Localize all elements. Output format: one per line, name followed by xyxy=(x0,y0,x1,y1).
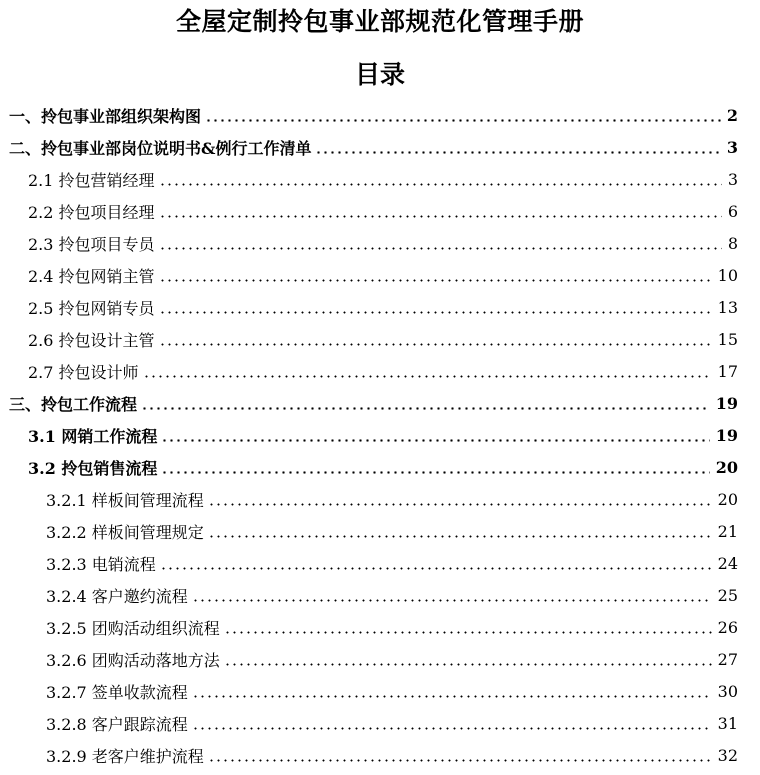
toc-dot-leader xyxy=(159,171,722,187)
toc-entry[interactable] xyxy=(0,419,760,451)
toc-entry[interactable] xyxy=(0,611,760,643)
toc-page-number[interactable]: 8 xyxy=(727,233,738,253)
toc-entry-label[interactable]: 2.7 拎包设计师 xyxy=(28,362,139,382)
toc-entry[interactable] xyxy=(0,291,760,323)
toc-entry[interactable] xyxy=(0,547,760,579)
toc-entry-label[interactable]: 2.5 拎包网销专员 xyxy=(28,298,155,318)
toc-page-number[interactable]: 24 xyxy=(717,553,738,573)
toc-dot-leader xyxy=(208,747,712,763)
toc-entry[interactable] xyxy=(0,707,760,739)
toc-dot-leader xyxy=(224,619,712,635)
toc-dot-leader xyxy=(159,331,712,347)
toc-entry[interactable] xyxy=(0,643,760,675)
toc-page-number[interactable]: 27 xyxy=(717,649,738,669)
toc-heading: 目录 xyxy=(354,60,405,89)
toc-entry[interactable] xyxy=(0,739,760,771)
toc-dot-leader xyxy=(143,363,712,379)
toc-page-number[interactable]: 25 xyxy=(717,585,738,605)
toc-entry-label[interactable]: 3.1 网销工作流程 xyxy=(28,426,158,446)
toc-entry-label[interactable]: 3.2.9 老客户维护流程 xyxy=(46,746,204,766)
toc-page-number[interactable]: 20 xyxy=(715,457,738,477)
toc-dot-leader xyxy=(159,267,712,283)
toc-entry-label[interactable]: 2.1 拎包营销经理 xyxy=(28,170,155,190)
toc-entry[interactable] xyxy=(0,387,760,419)
toc-entry-label[interactable]: 2.3 拎包项目专员 xyxy=(28,234,155,254)
toc-dot-leader xyxy=(159,203,722,219)
toc-entry-label[interactable]: 2.4 拎包网销主管 xyxy=(28,266,155,286)
toc-entry[interactable] xyxy=(0,195,760,227)
toc-dot-leader xyxy=(161,459,709,475)
toc-page-number[interactable]: 13 xyxy=(717,297,738,317)
toc-dot-leader xyxy=(159,235,722,251)
toc-page-number[interactable]: 3 xyxy=(726,137,738,157)
toc-entry[interactable] xyxy=(0,675,760,707)
toc-entry-label[interactable]: 3.2.7 签单收款流程 xyxy=(46,682,188,702)
toc-dot-leader xyxy=(205,107,721,123)
toc-entry[interactable] xyxy=(0,259,760,291)
toc-entry[interactable] xyxy=(0,483,760,515)
toc-page-number[interactable]: 30 xyxy=(717,681,738,701)
toc-entry-label[interactable]: 三、拎包工作流程 xyxy=(9,394,138,414)
toc-entry[interactable] xyxy=(0,227,760,259)
toc-page-number[interactable]: 2 xyxy=(726,105,738,125)
toc-dot-leader xyxy=(208,491,712,507)
toc-page-number[interactable]: 15 xyxy=(717,329,738,349)
toc-entry[interactable] xyxy=(0,163,760,195)
toc-page-number[interactable]: 3 xyxy=(727,169,738,189)
toc-dot-leader xyxy=(315,139,720,155)
toc-entry[interactable] xyxy=(0,451,760,483)
toc-entry-label[interactable]: 二、拎包事业部岗位说明书&例行工作清单 xyxy=(9,138,312,158)
toc-page-number[interactable]: 17 xyxy=(717,361,738,381)
toc-page-number[interactable]: 19 xyxy=(715,393,738,413)
toc-dot-leader xyxy=(161,427,709,443)
toc-entry-label[interactable]: 2.6 拎包设计主管 xyxy=(28,330,155,350)
toc-entry[interactable] xyxy=(0,323,760,355)
toc-page-number[interactable]: 6 xyxy=(727,201,738,221)
toc-page-number[interactable]: 21 xyxy=(717,521,738,541)
toc-page-number[interactable]: 32 xyxy=(717,745,738,765)
toc-entry-label[interactable]: 3.2.4 客户邀约流程 xyxy=(46,586,188,606)
toc-page-number[interactable]: 10 xyxy=(717,265,738,285)
toc-entry-label[interactable]: 3.2.5 团购活动组织流程 xyxy=(46,618,220,638)
toc-entry[interactable] xyxy=(0,355,760,387)
toc-entry[interactable] xyxy=(0,99,760,131)
toc-entry[interactable] xyxy=(0,515,760,547)
toc-entry-label[interactable]: 3.2 拎包销售流程 xyxy=(28,458,158,478)
toc-page-number[interactable]: 20 xyxy=(717,489,738,509)
toc-entry-label[interactable]: 3.2.1 样板间管理流程 xyxy=(46,490,204,510)
toc-dot-leader xyxy=(192,715,712,731)
table-of-contents xyxy=(0,99,760,771)
toc-dot-leader xyxy=(224,651,712,667)
toc-dot-leader xyxy=(208,523,712,539)
toc-entry-label[interactable]: 一、拎包事业部组织架构图 xyxy=(9,106,202,126)
toc-entry-label[interactable]: 3.2.3 电销流程 xyxy=(46,554,156,574)
toc-dot-leader xyxy=(141,395,710,411)
toc-entry[interactable] xyxy=(0,131,760,163)
toc-entry[interactable] xyxy=(0,579,760,611)
toc-page-number[interactable]: 31 xyxy=(717,713,738,733)
toc-dot-leader xyxy=(192,587,712,603)
toc-page-number[interactable]: 19 xyxy=(715,425,738,445)
toc-entry-label[interactable]: 3.2.2 样板间管理规定 xyxy=(46,522,204,542)
toc-entry-label[interactable]: 3.2.6 团购活动落地方法 xyxy=(46,650,220,670)
toc-dot-leader xyxy=(160,555,712,571)
toc-dot-leader xyxy=(159,299,712,315)
toc-dot-leader xyxy=(192,683,712,699)
document-title: 全屋定制拎包事业部规范化管理手册 xyxy=(175,7,584,36)
toc-page-number[interactable]: 26 xyxy=(717,617,738,637)
toc-entry-label[interactable]: 3.2.8 客户跟踪流程 xyxy=(46,714,188,734)
toc-entry-label[interactable]: 2.2 拎包项目经理 xyxy=(28,202,155,222)
